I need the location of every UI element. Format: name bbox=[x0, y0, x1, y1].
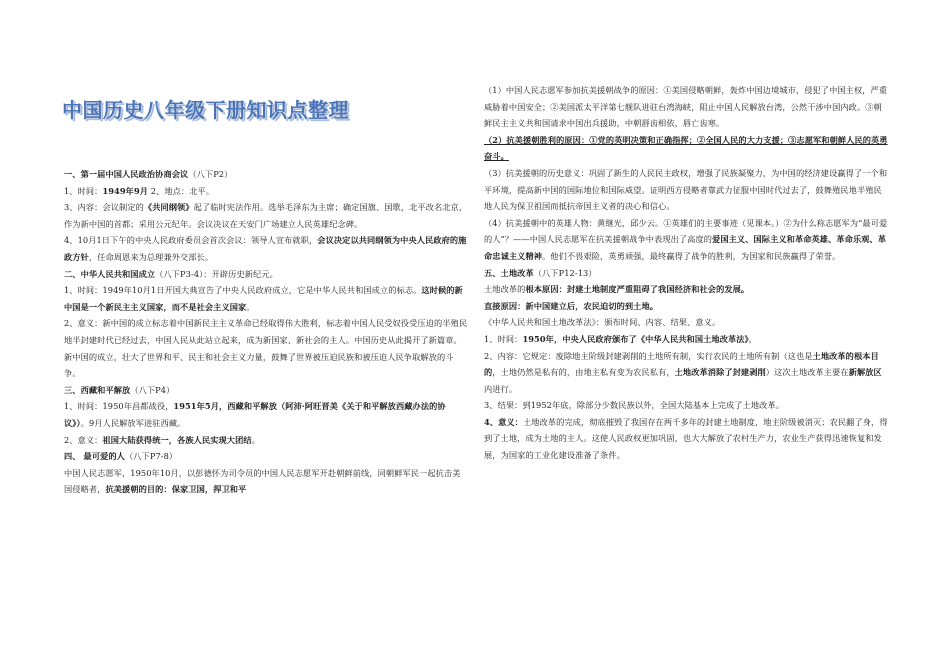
left-paragraph bbox=[64, 315, 468, 381]
left-paragraph bbox=[64, 448, 468, 465]
text-run: 根本原因：封建土地制度严重阻碍了我国经济和社会的发展。 bbox=[525, 284, 750, 295]
text-run: （1）中国人民志愿军参加抗美援朝战争的原因：①美国侵略朝鲜，轰炸中国边境城市，侵犯了中国主权，严重威胁着中国安全；②美国派太平洋第七舰队进驻台湾海峡，阻止中国人民解放台湾，公然干涉中国内政。③朝鲜民主主义共和国请求中国出兵援助，中朝唇齿相依，唇亡齿寒。 bbox=[484, 85, 888, 129]
text-run: 。9月人民解放军进驻西藏。 bbox=[80, 417, 186, 428]
text-run: （八下P7-8） bbox=[124, 451, 178, 462]
text-run: 2、地点：北平。 bbox=[148, 185, 215, 196]
text-run: 土地改革的完成，彻底摧毁了我国存在两千多年的封建土地制度，地主阶级被消灭；农民翻了身，得到了土地，成为土地的主人。这使人民政权更加巩固，也大大解放了农村生产力，农业生产获得迅速恢复和发展，为国家的工业化建设准备了条件。 bbox=[484, 416, 888, 461]
text-run: 二、中华人民共和国成立 bbox=[64, 268, 156, 279]
text-run: 《共同纲领》 bbox=[143, 202, 194, 213]
text-run: 这时候的新中国是一个新民主主义国家，而不是社会主义国家 bbox=[64, 285, 463, 312]
text-run: 《中华人民共和国土地改革法》：颁布时间、内容、结果、意义。 bbox=[484, 317, 721, 328]
text-run: 会议决定以共同纲领为中央人民政府的施政方针 bbox=[64, 235, 467, 262]
text-run: ，土地仍然是私有的，由地主私有变为农民私有， bbox=[492, 367, 675, 378]
text-run: 1、时间：1949年10月1日开国大典宣告了中央人民政府成立，它是中华人民共和国成立的标志。 bbox=[64, 285, 422, 296]
text-run: 1、时间：1950年昌都战役， bbox=[64, 401, 174, 412]
text-run: 内进行。 bbox=[484, 383, 518, 394]
text-run: 3、内容：会议制定的 bbox=[64, 202, 144, 213]
right-paragraph bbox=[484, 281, 888, 298]
right-paragraph bbox=[484, 215, 888, 265]
text-run: 。他们不畏艰险，英勇顽强，最终赢得了战争的胜利，为国家和民族赢得了荣誉。 bbox=[542, 250, 841, 261]
text-run: 爱国主义、国际主义和革命英雄、革命乐观、革命忠诚主义精神 bbox=[484, 234, 887, 261]
right-paragraph bbox=[484, 298, 888, 315]
text-run: 2、内容：它规定：废除地主阶级封建剥削的土地所有制，实行农民的土地所有制（这也是 bbox=[484, 350, 813, 361]
text-run: 土地改革的 bbox=[484, 284, 526, 295]
text-run: 祖国大陆获得统一，各族人民实现大团结 bbox=[102, 434, 252, 445]
text-run: ，任命周恩来为总理兼外交部长。 bbox=[88, 251, 214, 262]
text-run: 起了临时宪法作用。选举毛泽东为主席；确定国旗、国歌，北平改名北京，作为新中国的首都；采用公元纪年。会议决议在天安门广场建立人民英雄纪念碑。 bbox=[64, 202, 468, 229]
text-run: （八下P4） bbox=[130, 384, 175, 395]
left-paragraph bbox=[64, 432, 468, 449]
right-paragraph bbox=[484, 132, 888, 165]
text-run: 。 bbox=[246, 301, 255, 312]
left-paragraph bbox=[64, 465, 468, 498]
text-run: （3）抗美援朝的历史意义：巩固了新生的人民民主政权，增强了民族凝聚力，为中国的经济建设赢得了一个和平环境，提高新中国的国际地位和国际威望。证明西方侵略者靠武力征服中国时代过去了，鼓舞殖民地半殖民地人民为保卫祖国而抵抗帝国主义者的决心和信心。 bbox=[484, 167, 888, 212]
left-paragraph bbox=[64, 282, 468, 315]
left-paragraph bbox=[64, 183, 468, 200]
text-run: 新解放区 bbox=[848, 367, 882, 378]
text-run: 直接原因：新中国建立后，农民迫切的到土地。 bbox=[484, 300, 659, 311]
text-run: 抗美援朝的目的：保家卫国，捍卫和平 bbox=[105, 484, 247, 495]
right-paragraph bbox=[484, 348, 888, 398]
text-run: 1、时间： bbox=[64, 185, 103, 196]
text-run: （八下P2） bbox=[188, 169, 233, 179]
left-paragraph bbox=[64, 199, 468, 232]
text-run: 1950年，中央人民政府颁布了《中华人民共和国土地改革法》 bbox=[522, 333, 749, 344]
text-run: ）这次土地改革主要在 bbox=[765, 367, 849, 378]
text-run: 五、土地改革 bbox=[484, 267, 534, 278]
right-paragraph bbox=[484, 331, 888, 348]
text-run: 1951年5月，西藏和平解放（阿沛·阿旺晋美《关于和平解放西藏办法的协议》） bbox=[64, 401, 446, 428]
text-run: （4）抗美援朝中的英雄人物：黄继光，邱少云。①英雄们的主要事迹（见课本。）②为什么称志愿军为“最可爱的人”？——中国人民志愿军在抗美援朝战争中表现出了高度的 bbox=[484, 217, 888, 245]
right-column bbox=[484, 82, 888, 464]
text-run: （2）抗美援朝胜利的原因：①党的英明决策和正确指挥；②全国人民的大力支援；③志愿军和朝鲜人民的英勇奋斗。 bbox=[484, 134, 888, 162]
left-paragraph bbox=[64, 266, 468, 283]
text-run: 土地改革的根本目的 bbox=[484, 350, 879, 378]
right-paragraph bbox=[484, 265, 888, 282]
text-run: （八下P12-13） bbox=[533, 267, 597, 278]
text-run: 一、第一届中国人民政治协商会议 bbox=[64, 169, 189, 179]
left-column bbox=[64, 166, 468, 498]
text-run: 四、 最可爱的人 bbox=[64, 451, 125, 462]
text-run: 4、意义： bbox=[484, 416, 523, 427]
text-run: 2、意义：新中国的成立标志着中国新民主主义革命已经取得伟大胜利，标志着中国人民受奴役受压迫的半殖民地半封建时代已经过去，中国人民从此站立起来，成为新国家、新社会的主人。中国历史从此揭开了新篇章。新中国的成立，壮大了世界和平、民主和社会主义力量，鼓舞了世界被压迫民族和被压迫人民争取解放的斗争。 bbox=[64, 318, 468, 379]
text-run: 4、10月1日下午的中央人民政府委员会首次会议：领导人宣布就职， bbox=[64, 235, 318, 246]
right-paragraph bbox=[484, 314, 888, 331]
text-run: ， bbox=[748, 333, 758, 344]
left-paragraph bbox=[64, 232, 468, 265]
text-run: 1949年9月 bbox=[102, 185, 149, 196]
left-paragraph bbox=[64, 166, 468, 183]
text-run: 1、时间： bbox=[484, 333, 523, 344]
text-run: 中国人民志愿军，1950年10月，以彭德怀为司令员的中国人民志愿军开赴朝鲜前线，同朝鲜军民一起抗击美国侵略者， bbox=[64, 467, 461, 495]
right-paragraph bbox=[484, 165, 888, 215]
left-paragraph bbox=[64, 382, 468, 399]
right-paragraph bbox=[484, 414, 888, 464]
left-paragraph bbox=[64, 398, 468, 431]
text-run: 三、西藏和平解放 bbox=[64, 384, 131, 395]
text-run: 3、结果：到1952年底，除部分少数民族以外，全国大陆基本上完成了土地改革。 bbox=[484, 400, 785, 411]
text-run: 土地改革消除了封建剥削 bbox=[674, 367, 766, 378]
right-paragraph bbox=[484, 397, 888, 414]
text-run: （八下P3-4）：开辟历史新纪元。 bbox=[155, 268, 278, 279]
page-title: 中国历史八年级下册知识点整理 bbox=[62, 98, 349, 122]
text-run: 。 bbox=[251, 434, 260, 445]
text-run: 2、意义： bbox=[64, 434, 103, 445]
right-paragraph bbox=[484, 82, 888, 132]
